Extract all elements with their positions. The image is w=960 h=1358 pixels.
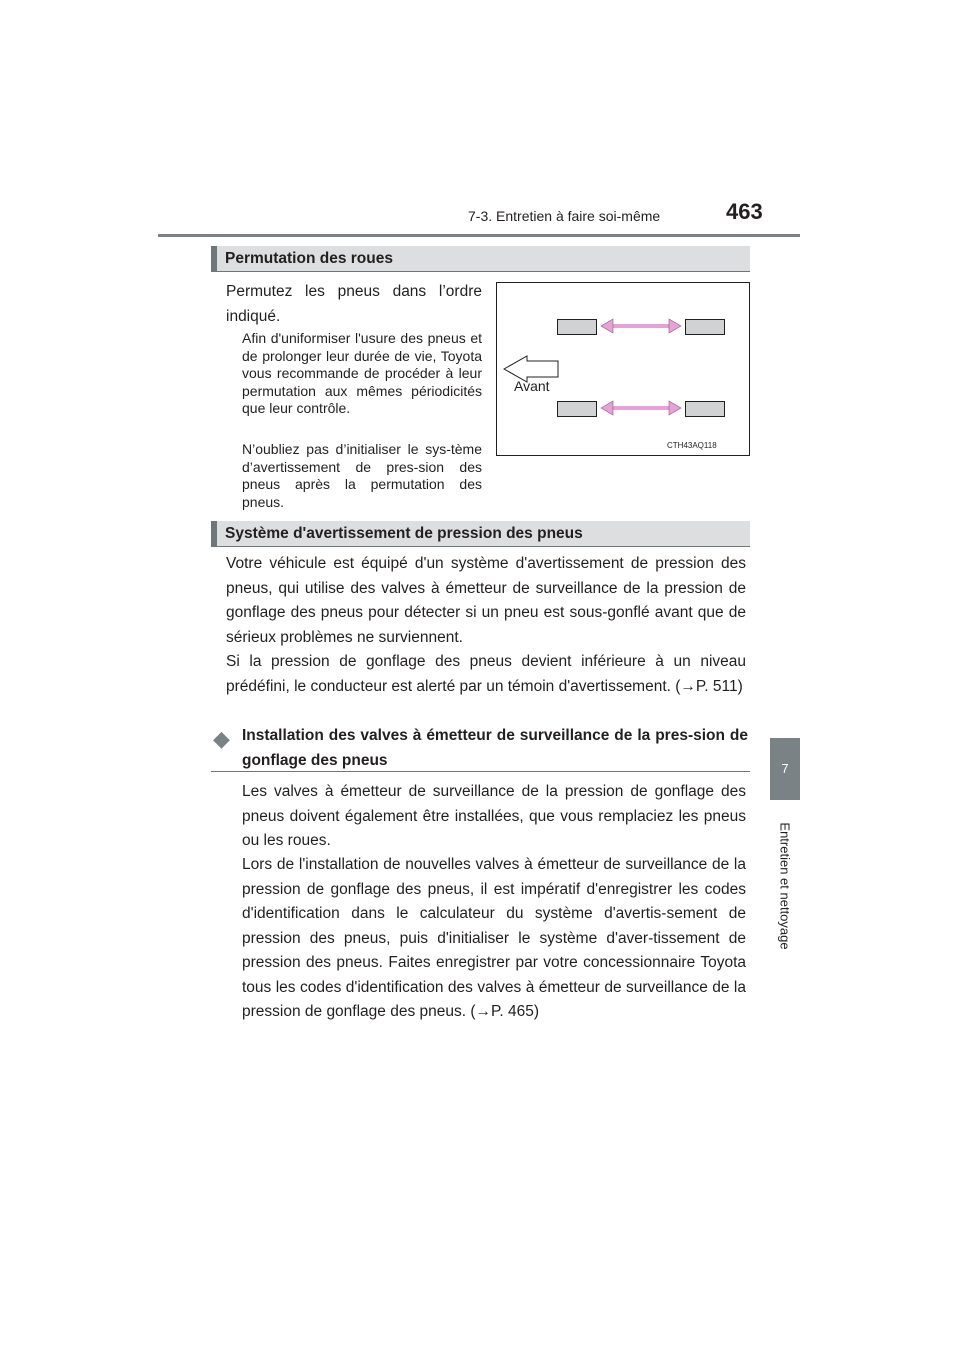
front-label: Avant — [514, 378, 550, 394]
rotation-diagram-svg — [497, 283, 749, 455]
running-header-section: 7-3. Entretien à faire soi-même — [468, 208, 661, 224]
rear-left-wheel — [685, 319, 725, 335]
note-paragraph: N’oubliez pas d’initialiser le sys-tème d’avertissement de pres-sion des pneus après la permutation des pneus. — [242, 441, 482, 510]
header-rule — [158, 234, 800, 237]
body-paragraph: Les valves à émetteur de surveillance de la pression de gonflage des pneus doivent également être installées, que vous remplaciez les pneus ou les roues. — [242, 783, 746, 849]
chapter-tab — [770, 738, 800, 800]
subsection-rule — [211, 771, 750, 772]
chapter-label-text: Entretien et nettoyage — [777, 822, 793, 950]
note-paragraph: Afin d'uniformiser l'usure des pneus et de prolonger leur durée de vie, Toyota vous recommande de procéder à leur permutation aux mêmes périodicités que leur contrôle. — [242, 330, 482, 416]
figure-code: CTH43AQ118 — [667, 441, 717, 450]
chapter-label — [774, 800, 796, 972]
top-swap-arrow-icon — [601, 319, 681, 333]
intro-paragraph: Permutez les pneus dans l’ordre indiqué. — [226, 283, 482, 325]
body-paragraph: Si la pression de gonflage des pneus devient inférieure à un niveau prédéfini, le conducteur est alerté par un témoin d'avertissement. (→P. 511) — [226, 653, 746, 695]
diamond-bullet-icon: ◆ — [213, 726, 230, 751]
section-header-tpms — [211, 521, 750, 547]
section-title: Permutation des roues — [225, 250, 393, 267]
body-paragraph: Votre véhicule est équipé d'un système d'avertissement de pression des pneus, qui utilise des valves à émetteur de surveillance de la pression de gonflage des pneus pour détecter si un pneu est sous-gonflé avant que de sérieux problèmes ne surviennent. — [226, 555, 746, 646]
page-number: 463 — [726, 199, 763, 224]
body-paragraph: Lors de l'installation de nouvelles valves à émetteur de surveillance de la pression de gonflage des pneus, il est impératif d'enregistrer les codes d'identification dans le calculateur du système d'avertis-sement de pression des pneus, puis d'initialiser le système d'aver-tissement de pression des pneus. Faites enregistrer par votre concessionnaire Toyota tous les codes d'identification des valves à émetteur de surveillance de la pression de gonflage des pneus. (→P. 465) — [242, 856, 746, 1020]
tire-rotation-diagram — [496, 282, 750, 456]
front-left-wheel — [557, 319, 597, 335]
bottom-swap-arrow-icon — [601, 401, 681, 415]
front-right-wheel — [557, 401, 597, 417]
subsection-title: Installation des valves à émetteur de surveillance de la pres-sion de gonflage des pneus — [242, 727, 748, 769]
rear-right-wheel — [685, 401, 725, 417]
section-title: Système d'avertissement de pression des pneus — [225, 525, 583, 542]
chapter-number: 7 — [781, 761, 789, 776]
section-header-tire-rotation — [211, 246, 750, 272]
